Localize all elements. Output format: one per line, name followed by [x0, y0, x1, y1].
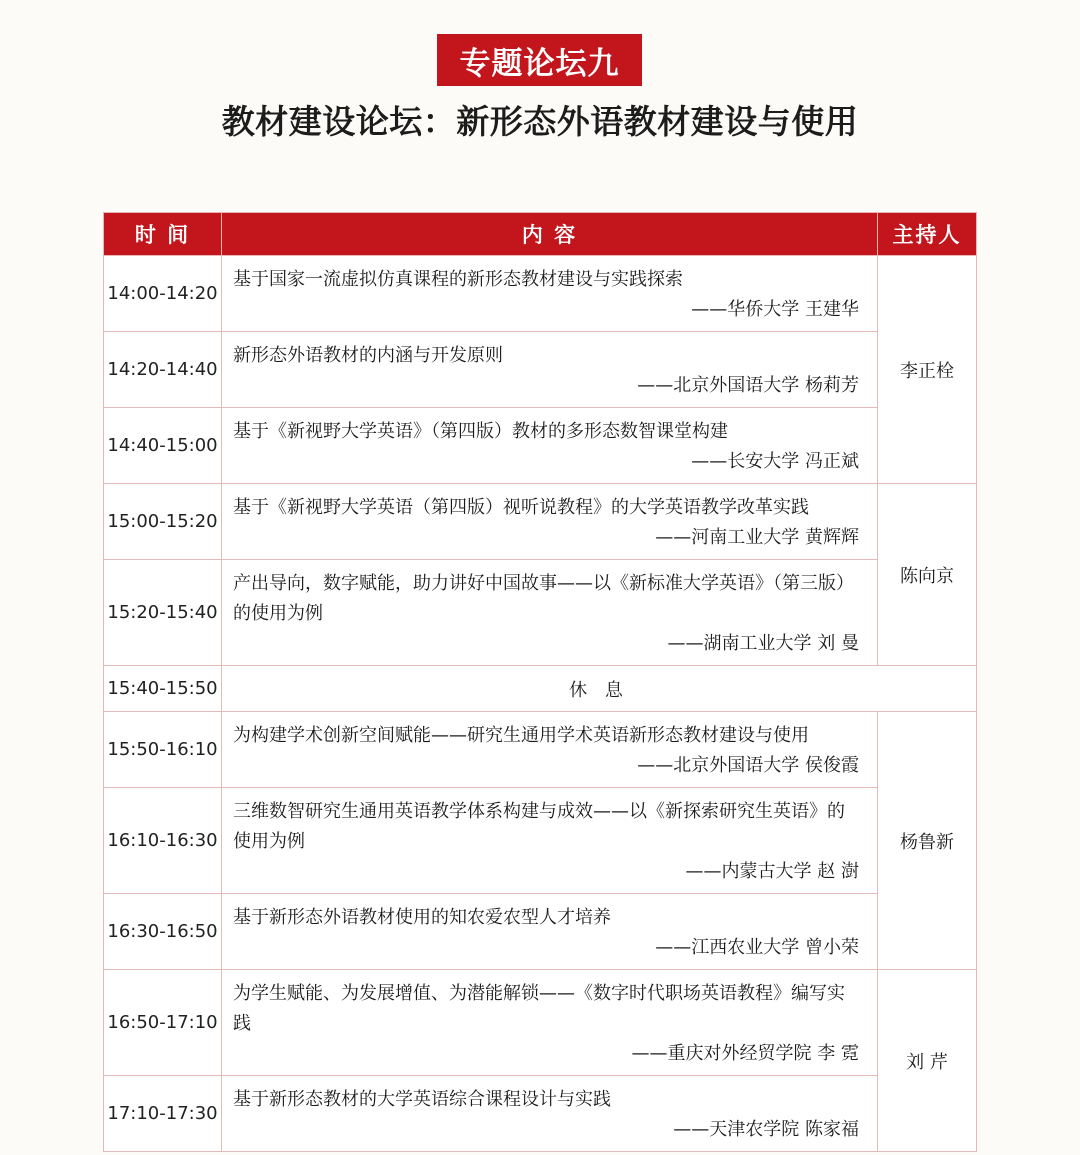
table-row: [104, 788, 977, 894]
talk-topic: 基于新形态外语教材使用的知农爱农型人才培养: [233, 907, 611, 928]
time-cell: 15:00-15:20: [104, 484, 222, 560]
table-row: [104, 408, 977, 484]
time-cell: 16:30-16:50: [104, 894, 222, 970]
column-header-content: 内 容: [222, 213, 878, 256]
talk-speaker: ——内蒙古大学 赵 澍: [685, 861, 859, 882]
host-cell: 陈向京: [878, 484, 977, 666]
time-cell: 16:50-17:10: [104, 970, 222, 1076]
content-cell: [222, 256, 878, 332]
table-row: [104, 484, 977, 560]
schedule-table: [103, 212, 977, 1152]
talk-speaker: ——长安大学 冯正斌: [691, 451, 859, 472]
talk-topic: 基于国家一流虚拟仿真课程的新形态教材建设与实践探索: [233, 269, 683, 290]
host-cell: 李正栓: [878, 256, 977, 484]
time-cell: 15:20-15:40: [104, 560, 222, 666]
talk-speaker: ——重庆对外经贸学院 李 霓: [631, 1043, 859, 1064]
host-cell: 刘 芹: [878, 970, 977, 1152]
talk-topic: 三维数智研究生通用英语教学体系构建与成效——以《新探索研究生英语》的使用为例: [233, 801, 845, 852]
talk-speaker: ——江西农业大学 曾小荣: [655, 937, 859, 958]
content-cell: [222, 484, 878, 560]
table-row: [104, 1076, 977, 1152]
talk-topic: 产出导向，数字赋能，助力讲好中国故事——以《新标准大学英语》（第三版）的使用为例: [233, 573, 854, 624]
break-row: [104, 666, 977, 712]
table-row: [104, 712, 977, 788]
talk-speaker: ——北京外国语大学 杨莉芳: [637, 375, 859, 396]
column-header-time: 时 间: [104, 213, 222, 256]
content-cell: [222, 894, 878, 970]
content-cell: [222, 332, 878, 408]
forum-badge: 专题论坛九: [437, 34, 642, 86]
time-cell: 17:10-17:30: [104, 1076, 222, 1152]
content-cell: [222, 712, 878, 788]
talk-topic: 为构建学术创新空间赋能——研究生通用学术英语新形态教材建设与使用: [233, 725, 809, 746]
table-row: [104, 894, 977, 970]
talk-topic: 基于《新视野大学英语（第四版）视听说教程》的大学英语教学改革实践: [233, 497, 809, 518]
time-cell: 16:10-16:30: [104, 788, 222, 894]
talk-speaker: ——湖南工业大学 刘 曼: [667, 633, 859, 654]
talk-speaker: ——北京外国语大学 侯俊霞: [637, 755, 859, 776]
content-cell: [222, 1076, 878, 1152]
time-cell: 15:50-16:10: [104, 712, 222, 788]
talk-topic: 基于《新视野大学英语》（第四版）教材的多形态数智课堂构建: [233, 421, 728, 442]
table-row: [104, 970, 977, 1076]
content-cell: [222, 408, 878, 484]
table-row: [104, 560, 977, 666]
talk-topic: 基于新形态教材的大学英语综合课程设计与实践: [233, 1089, 611, 1110]
forum-title: 教材建设论坛：新形态外语教材建设与使用: [221, 102, 859, 141]
time-cell: 14:00-14:20: [104, 256, 222, 332]
time-cell: 15:40-15:50: [104, 666, 222, 712]
talk-speaker: ——天津农学院 陈家福: [673, 1119, 859, 1140]
time-cell: 14:40-15:00: [104, 408, 222, 484]
table-row: [104, 256, 977, 332]
break-cell: 休 息: [222, 666, 977, 712]
table-header-row: [104, 213, 977, 256]
content-cell: [222, 560, 878, 666]
host-cell: 杨鲁新: [878, 712, 977, 970]
talk-speaker: ——河南工业大学 黄辉辉: [655, 527, 859, 548]
content-cell: [222, 970, 878, 1076]
time-cell: 14:20-14:40: [104, 332, 222, 408]
content-cell: [222, 788, 878, 894]
table-row: [104, 332, 977, 408]
column-header-host: 主持人: [878, 213, 977, 256]
talk-topic: 新形态外语教材的内涵与开发原则: [233, 345, 503, 366]
talk-speaker: ——华侨大学 王建华: [691, 299, 859, 320]
talk-topic: 为学生赋能、为发展增值、为潜能解锁——《数字时代职场英语教程》编写实践: [233, 983, 845, 1034]
